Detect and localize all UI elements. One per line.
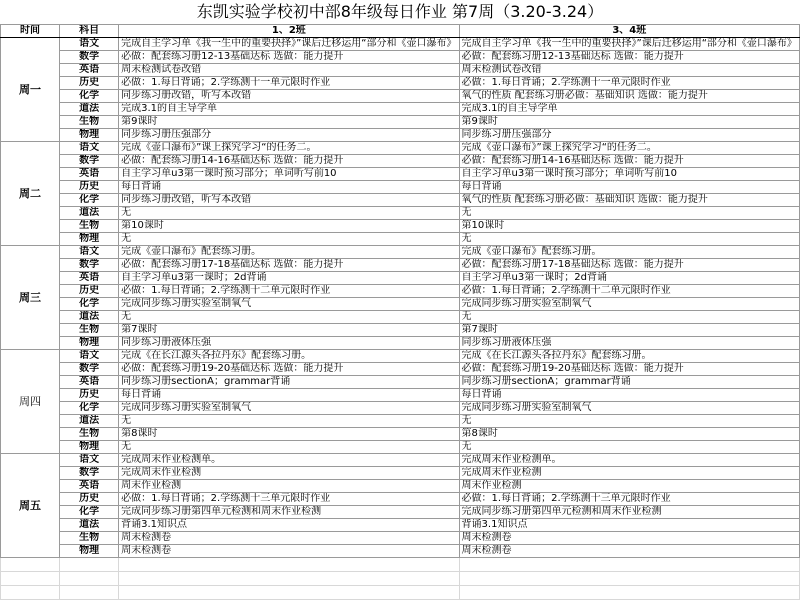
sheet-title: 东凯实验学校初中部8年级每日作业 第7周（3.20-3.24） <box>0 0 800 24</box>
table-row <box>1 545 800 558</box>
subject-cell[interactable]: 数学 <box>60 363 119 376</box>
day-cell[interactable]: 周四 <box>1 350 60 454</box>
table-row <box>1 337 800 350</box>
table-row <box>1 168 800 181</box>
homework-cell-class-3-4[interactable]: 必做：1.每日背诵；2.学练测十二单元限时作业 <box>459 285 799 298</box>
homework-cell-class-1-2[interactable]: 完成周末作业检测 <box>119 467 459 480</box>
homework-cell-class-1-2[interactable]: 周末检测卷 <box>119 532 459 545</box>
table-row <box>1 142 800 155</box>
homework-cell-class-1-2[interactable]: 无 <box>119 233 459 246</box>
homework-cell-class-1-2[interactable]: 第7课时 <box>119 324 459 337</box>
table-row <box>1 259 800 272</box>
homework-cell-class-1-2[interactable]: 必做：1.每日背诵；2.学练测十二单元限时作业 <box>119 285 459 298</box>
homework-cell-class-1-2[interactable]: 第8课时 <box>119 428 459 441</box>
subject-cell[interactable]: 生物 <box>60 324 119 337</box>
homework-cell-class-1-2[interactable]: 必做：配套练习册14-16基础达标 选做：能力提升 <box>119 155 459 168</box>
subject-cell[interactable]: 化学 <box>60 402 119 415</box>
subject-cell[interactable]: 道法 <box>60 311 119 324</box>
homework-cell-class-3-4[interactable]: 完成周末作业检测 <box>459 467 799 480</box>
homework-cell-class-1-2[interactable]: 背诵3.1知识点 <box>119 519 459 532</box>
subject-cell[interactable]: 化学 <box>60 90 119 103</box>
empty-row <box>1 586 800 600</box>
subject-cell[interactable]: 语文 <box>60 454 119 467</box>
day-cell[interactable]: 周三 <box>1 246 60 350</box>
homework-cell-class-3-4[interactable]: 自主学习单u3第一课时预习部分；单词听写前10 <box>459 168 799 181</box>
table-row <box>1 532 800 545</box>
table-row <box>1 298 800 311</box>
table-row <box>1 428 800 441</box>
homework-cell-class-3-4[interactable]: 背诵3.1知识点 <box>459 519 799 532</box>
homework-cell-class-1-2[interactable]: 必做：1.每日背诵；2.学练测十一单元限时作业 <box>119 77 459 90</box>
homework-cell-class-3-4[interactable]: 完成3.1的自主导学单 <box>459 103 799 116</box>
homework-cell-class-1-2[interactable]: 完成《在长江源头各拉丹东》配套练习册。 <box>119 350 459 363</box>
table-row <box>1 493 800 506</box>
table-row <box>1 116 800 129</box>
subject-cell[interactable]: 生物 <box>60 532 119 545</box>
homework-cell-class-3-4[interactable]: 周末检测卷 <box>459 545 799 558</box>
subject-cell[interactable]: 化学 <box>60 194 119 207</box>
homework-cell-class-1-2[interactable]: 同步练习册压强部分 <box>119 129 459 142</box>
table-row <box>1 246 800 259</box>
homework-cell-class-1-2[interactable]: 完成《壶口瀑布》”课上探究学习“的任务二。 <box>119 142 459 155</box>
table-row <box>1 103 800 116</box>
homework-cell-class-1-2[interactable]: 必做：配套练习册19-20基础达标 选做：能力提升 <box>119 363 459 376</box>
empty-cell[interactable] <box>60 558 119 572</box>
homework-cell-class-3-4[interactable]: 必做：配套练习册17-18基础达标 选做：能力提升 <box>459 259 799 272</box>
homework-cell-class-3-4[interactable]: 同步练习册sectionA；grammar背诵 <box>459 376 799 389</box>
homework-cell-class-3-4[interactable]: 每日背诵 <box>459 181 799 194</box>
homework-cell-class-3-4[interactable]: 周末检测卷 <box>459 532 799 545</box>
homework-cell-class-1-2[interactable]: 周末检测卷 <box>119 545 459 558</box>
subject-cell[interactable]: 英语 <box>60 168 119 181</box>
table-row <box>1 467 800 480</box>
homework-cell-class-3-4[interactable]: 第7课时 <box>459 324 799 337</box>
homework-cell-class-3-4[interactable]: 同步练习册液体压强 <box>459 337 799 350</box>
homework-cell-class-1-2[interactable]: 必做：1.每日背诵；2.学练测十三单元限时作业 <box>119 493 459 506</box>
homework-cell-class-1-2[interactable]: 完成周末作业检测单。 <box>119 454 459 467</box>
homework-cell-class-3-4[interactable]: 必做：1.每日背诵；2.学练测十一单元限时作业 <box>459 77 799 90</box>
subject-cell[interactable]: 历史 <box>60 493 119 506</box>
homework-cell-class-3-4[interactable]: 必做：配套练习册19-20基础达标 选做：能力提升 <box>459 363 799 376</box>
empty-cell[interactable] <box>60 586 119 600</box>
homework-cell-class-3-4[interactable]: 氧气的性质 配套练习册必做：基础知识 选做：能力提升 <box>459 90 799 103</box>
subject-cell[interactable]: 道法 <box>60 519 119 532</box>
homework-cell-class-3-4[interactable]: 必做：配套练习册14-16基础达标 选做：能力提升 <box>459 155 799 168</box>
table-row <box>1 506 800 519</box>
homework-cell-class-1-2[interactable]: 完成同步练习册第四单元检测和周末作业检测 <box>119 506 459 519</box>
homework-cell-class-1-2[interactable]: 第10课时 <box>119 220 459 233</box>
homework-cell-class-3-4[interactable]: 自主学习单u3第一课时；2d背诵 <box>459 272 799 285</box>
subject-cell[interactable]: 化学 <box>60 298 119 311</box>
homework-cell-class-1-2[interactable]: 自主学习单u3第一课时预习部分；单词听写前10 <box>119 168 459 181</box>
subject-cell[interactable]: 物理 <box>60 337 119 350</box>
homework-cell-class-3-4[interactable]: 无 <box>459 233 799 246</box>
table-row <box>1 207 800 220</box>
homework-cell-class-3-4[interactable]: 第10课时 <box>459 220 799 233</box>
table-row <box>1 51 800 64</box>
subject-cell[interactable]: 数学 <box>60 259 119 272</box>
subject-cell[interactable]: 语文 <box>60 350 119 363</box>
homework-cell-class-1-2[interactable]: 完成自主学习单《我一生中的重要抉择》”课后迁移运用“部分和《壶口瀑布》 <box>119 38 459 51</box>
subject-cell[interactable]: 语文 <box>60 38 119 51</box>
subject-cell[interactable]: 英语 <box>60 376 119 389</box>
homework-cell-class-1-2[interactable]: 完成同步练习册实验室制氧气 <box>119 298 459 311</box>
homework-cell-class-1-2[interactable]: 无 <box>119 207 459 220</box>
homework-cell-class-3-4[interactable]: 完成《壶口瀑布》”课上探究学习“的任务二。 <box>459 142 799 155</box>
table-row <box>1 38 800 51</box>
subject-cell[interactable]: 物理 <box>60 129 119 142</box>
homework-cell-class-3-4[interactable]: 无 <box>459 415 799 428</box>
homework-cell-class-1-2[interactable]: 完成《壶口瀑布》配套练习册。 <box>119 246 459 259</box>
homework-cell-class-3-4[interactable]: 每日背诵 <box>459 389 799 402</box>
subject-cell[interactable]: 历史 <box>60 285 119 298</box>
table-row <box>1 220 800 233</box>
homework-cell-class-3-4[interactable]: 氧气的性质 配套练习册必做：基础知识 选做：能力提升 <box>459 194 799 207</box>
homework-cell-class-3-4[interactable]: 完成《壶口瀑布》配套练习册。 <box>459 246 799 259</box>
empty-cell[interactable] <box>459 572 799 586</box>
subject-cell[interactable]: 生物 <box>60 116 119 129</box>
header-cell-class-3-4[interactable]: 3、4班 <box>459 25 799 38</box>
homework-cell-class-1-2[interactable]: 同步练习册改错，听写本改错 <box>119 90 459 103</box>
subject-cell[interactable]: 生物 <box>60 428 119 441</box>
empty-row <box>1 572 800 586</box>
empty-cell[interactable] <box>1 586 60 600</box>
day-cell[interactable]: 周二 <box>1 142 60 246</box>
homework-cell-class-3-4[interactable]: 第8课时 <box>459 428 799 441</box>
homework-cell-class-1-2[interactable]: 自主学习单u3第一课时；2d背诵 <box>119 272 459 285</box>
table-row <box>1 181 800 194</box>
table-row <box>1 350 800 363</box>
empty-cell[interactable] <box>1 558 60 572</box>
homework-cell-class-1-2[interactable]: 周末检测试卷改错 <box>119 64 459 77</box>
header-row <box>1 25 800 38</box>
empty-cell[interactable] <box>459 586 799 600</box>
homework-cell-class-1-2[interactable]: 周末作业检测 <box>119 480 459 493</box>
subject-cell[interactable]: 数学 <box>60 155 119 168</box>
homework-cell-class-3-4[interactable]: 完成同步练习册实验室制氧气 <box>459 298 799 311</box>
table-row <box>1 285 800 298</box>
day-cell[interactable]: 周一 <box>1 38 60 142</box>
homework-cell-class-3-4[interactable]: 完成自主学习单《我一生中的重要抉择》”课后迁移运用“部分和《壶口瀑布》 <box>459 38 799 51</box>
header-cell-subject[interactable]: 科目 <box>60 25 119 38</box>
table-row <box>1 194 800 207</box>
table-row <box>1 324 800 337</box>
empty-cell[interactable] <box>119 586 459 600</box>
homework-cell-class-1-2[interactable]: 无 <box>119 415 459 428</box>
homework-cell-class-3-4[interactable]: 无 <box>459 207 799 220</box>
subject-cell[interactable]: 物理 <box>60 441 119 454</box>
empty-cell[interactable] <box>1 572 60 586</box>
subject-cell[interactable]: 物理 <box>60 545 119 558</box>
homework-cell-class-1-2[interactable]: 必做：配套练习册12-13基础达标 选做：能力提升 <box>119 51 459 64</box>
subject-cell[interactable]: 物理 <box>60 233 119 246</box>
homework-cell-class-1-2[interactable]: 必做：配套练习册17-18基础达标 选做：能力提升 <box>119 259 459 272</box>
table-row <box>1 441 800 454</box>
subject-cell[interactable]: 数学 <box>60 51 119 64</box>
homework-cell-class-3-4[interactable]: 无 <box>459 441 799 454</box>
homework-cell-class-1-2[interactable]: 同步练习册液体压强 <box>119 337 459 350</box>
table-row <box>1 519 800 532</box>
empty-row <box>1 558 800 572</box>
homework-cell-class-1-2[interactable]: 同步练习册sectionA；grammar背诵 <box>119 376 459 389</box>
empty-cell[interactable] <box>459 558 799 572</box>
homework-table <box>0 24 800 600</box>
empty-cell[interactable] <box>119 572 459 586</box>
subject-cell[interactable]: 历史 <box>60 181 119 194</box>
table-row <box>1 311 800 324</box>
homework-cell-class-1-2[interactable]: 完成同步练习册实验室制氧气 <box>119 402 459 415</box>
subject-cell[interactable]: 生物 <box>60 220 119 233</box>
homework-cell-class-1-2[interactable]: 每日背诵 <box>119 181 459 194</box>
table-row <box>1 402 800 415</box>
header-cell-time[interactable]: 时间 <box>1 25 60 38</box>
table-row <box>1 389 800 402</box>
table-row <box>1 454 800 467</box>
homework-cell-class-1-2[interactable]: 完成3.1的自主导学单 <box>119 103 459 116</box>
homework-cell-class-3-4[interactable]: 完成同步练习册第四单元检测和周末作业检测 <box>459 506 799 519</box>
homework-cell-class-3-4[interactable]: 无 <box>459 311 799 324</box>
table-row <box>1 77 800 90</box>
table-row <box>1 233 800 246</box>
homework-cell-class-1-2[interactable]: 同步练习册改错，听写本改错 <box>119 194 459 207</box>
subject-cell[interactable]: 语文 <box>60 142 119 155</box>
table-row <box>1 155 800 168</box>
empty-cell[interactable] <box>119 558 459 572</box>
subject-cell[interactable]: 道法 <box>60 415 119 428</box>
subject-cell[interactable]: 道法 <box>60 207 119 220</box>
empty-cell[interactable] <box>60 572 119 586</box>
table-row <box>1 64 800 77</box>
subject-cell[interactable]: 英语 <box>60 272 119 285</box>
homework-cell-class-3-4[interactable]: 周末作业检测 <box>459 480 799 493</box>
table-row <box>1 376 800 389</box>
subject-cell[interactable]: 道法 <box>60 103 119 116</box>
header-cell-class-1-2[interactable]: 1、2班 <box>119 25 459 38</box>
table-row <box>1 129 800 142</box>
day-cell[interactable]: 周五 <box>1 454 60 558</box>
subject-cell[interactable]: 英语 <box>60 64 119 77</box>
subject-cell[interactable]: 英语 <box>60 480 119 493</box>
homework-cell-class-1-2[interactable]: 第9课时 <box>119 116 459 129</box>
table-row <box>1 272 800 285</box>
table-row <box>1 415 800 428</box>
homework-cell-class-3-4[interactable]: 周末检测试卷改错 <box>459 64 799 77</box>
homework-cell-class-1-2[interactable]: 无 <box>119 311 459 324</box>
homework-cell-class-3-4[interactable]: 第9课时 <box>459 116 799 129</box>
table-row <box>1 480 800 493</box>
subject-cell[interactable]: 数学 <box>60 467 119 480</box>
table-row <box>1 363 800 376</box>
subject-cell[interactable]: 语文 <box>60 246 119 259</box>
homework-cell-class-3-4[interactable]: 必做：配套练习册12-13基础达标 选做：能力提升 <box>459 51 799 64</box>
homework-cell-class-3-4[interactable]: 必做：1.每日背诵；2.学练测十三单元限时作业 <box>459 493 799 506</box>
homework-cell-class-1-2[interactable]: 每日背诵 <box>119 389 459 402</box>
table-row <box>1 90 800 103</box>
subject-cell[interactable]: 历史 <box>60 77 119 90</box>
homework-cell-class-3-4[interactable]: 同步练习册压强部分 <box>459 129 799 142</box>
subject-cell[interactable]: 化学 <box>60 506 119 519</box>
homework-cell-class-1-2[interactable]: 无 <box>119 441 459 454</box>
subject-cell[interactable]: 历史 <box>60 389 119 402</box>
homework-cell-class-3-4[interactable]: 完成周末作业检测单。 <box>459 454 799 467</box>
homework-cell-class-3-4[interactable]: 完成《在长江源头各拉丹东》配套练习册。 <box>459 350 799 363</box>
homework-cell-class-3-4[interactable]: 完成同步练习册实验室制氧气 <box>459 402 799 415</box>
